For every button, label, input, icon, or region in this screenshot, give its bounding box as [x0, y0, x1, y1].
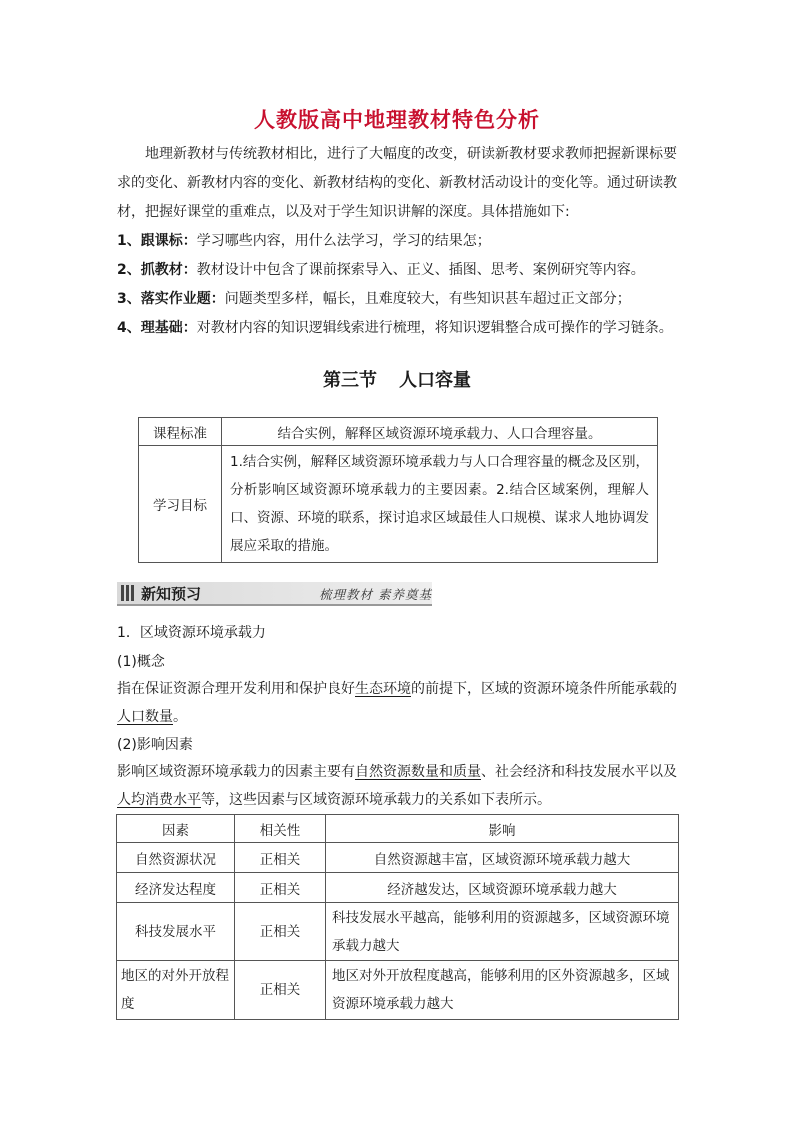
- table-cell-content: 1.结合实例，解释区域资源环境承载力与人口合理容量的概念及区别，分析影响区域资源环境承载力的主要因素。2.结合区域案例，理解人口、资源、环境的联系，探讨追求区域最佳人口规模、谋求人地协调发展应采取的措施。: [222, 446, 658, 563]
- effect-cell: 地区对外开放程度越高，能够利用的区外资源越多，区域资源环境承载力越大: [326, 961, 679, 1020]
- table-cell-label: 课程标准: [139, 418, 222, 446]
- measure-label: 1、跟课标：: [117, 233, 197, 249]
- effect-cell: 科技发展水平越高，能够利用的资源越多，区域资源环境承载力越大: [326, 903, 679, 961]
- bars-icon: [121, 585, 135, 601]
- measure-label: 4、理基础：: [117, 320, 197, 336]
- standards-table: [138, 417, 658, 563]
- column-header: 相关性: [235, 815, 326, 843]
- table-cell-label: 学习目标: [139, 446, 222, 563]
- correlation-cell: 正相关: [235, 961, 326, 1020]
- factor-cell: 地区的对外开放程度: [117, 961, 235, 1020]
- underlined-term: 自然资源数量和质量: [355, 764, 481, 780]
- measure-item: [117, 285, 682, 314]
- correlation-cell: 正相关: [235, 873, 326, 903]
- table-row: [117, 843, 679, 873]
- correlation-cell: 正相关: [235, 843, 326, 873]
- text-span: 等，这些因素与区域资源环境承载力的关系如下表所示。: [201, 792, 551, 808]
- banner-label: 新知预习: [141, 585, 202, 603]
- document-title: 人教版高中地理教材特色分析: [254, 108, 540, 132]
- table-cell-content: 结合实例，解释区域资源环境承载力、人口合理容量。: [222, 418, 658, 446]
- factor-cell: 自然资源状况: [117, 843, 235, 873]
- underlined-term: 人均消费水平: [117, 792, 201, 808]
- measure-item: [117, 314, 682, 343]
- factors-heading: (2)影响因素: [117, 737, 193, 753]
- factor-cell: 科技发展水平: [117, 903, 235, 961]
- underlined-term: 生态环境: [355, 681, 411, 697]
- text-span: 。: [173, 709, 187, 725]
- table-header-row: [117, 815, 679, 843]
- measure-text: 问题类型多样，幅长，且难度较大，有些知识甚车超过正文部分；: [224, 291, 631, 307]
- measure-text: 教材设计中包含了课前探索导入、正义、插图、思考、案例研究等内容。: [196, 262, 645, 278]
- measure-text: 学习哪些内容，用什么法学习，学习的结果怎；: [196, 233, 491, 249]
- concept-paragraph: [117, 675, 682, 731]
- measure-label: 3、落实作业题：: [117, 291, 225, 307]
- correlation-cell: 正相关: [235, 903, 326, 961]
- section-banner: [117, 582, 432, 606]
- concept-heading: (1)概念: [117, 654, 165, 670]
- text-span: 影响区域资源环境承载力的因素主要有: [117, 764, 355, 780]
- table-row: [117, 961, 679, 1020]
- section-name: 人口容量: [399, 370, 471, 391]
- table-row: [139, 418, 658, 446]
- table-row: [139, 446, 658, 563]
- text-span: 、社会经济和科技发展水平以及: [481, 764, 677, 780]
- heading-carrying-capacity: 1．区域资源环境承载力: [117, 625, 266, 641]
- measure-text: 对教材内容的知识逻辑线索进行梳理，将知识逻辑整合成可操作的学习链条。: [196, 320, 673, 336]
- measure-item: [117, 227, 682, 256]
- factors-paragraph: [117, 758, 682, 814]
- column-header: 影响: [326, 815, 679, 843]
- effect-cell: 自然资源越丰富，区域资源环境承载力越大: [326, 843, 679, 873]
- section-number: 第三节: [323, 370, 377, 391]
- column-header: 因素: [117, 815, 235, 843]
- underlined-term: 人口数量: [117, 709, 173, 725]
- text-span: 的前提下，区域的资源环境条件所能承载的: [411, 681, 677, 697]
- text-span: 指在保证资源合理开发利用和保护良好: [117, 681, 355, 697]
- measure-item: [117, 256, 682, 285]
- effect-cell: 经济越发达，区域资源环境承载力越大: [326, 873, 679, 903]
- measure-label: 2、抓教材：: [117, 262, 197, 278]
- intro-paragraph: 地理新教材与传统教材相比，进行了大幅度的改变，研读新教材要求教师把握新课标要求的变化、新教材内容的变化、新教材结构的变化、新教材活动设计的变化等。通过研读教材，把握好课堂的重难点，以及对于学生知识讲解的深度。具体措施如下:: [117, 146, 677, 220]
- influence-table: [116, 814, 679, 1020]
- table-row: [117, 903, 679, 961]
- section-title: [0, 366, 794, 392]
- table-row: [117, 873, 679, 903]
- factor-cell: 经济发达程度: [117, 873, 235, 903]
- banner-subtitle: 梳理教材 素养奠基: [319, 587, 432, 602]
